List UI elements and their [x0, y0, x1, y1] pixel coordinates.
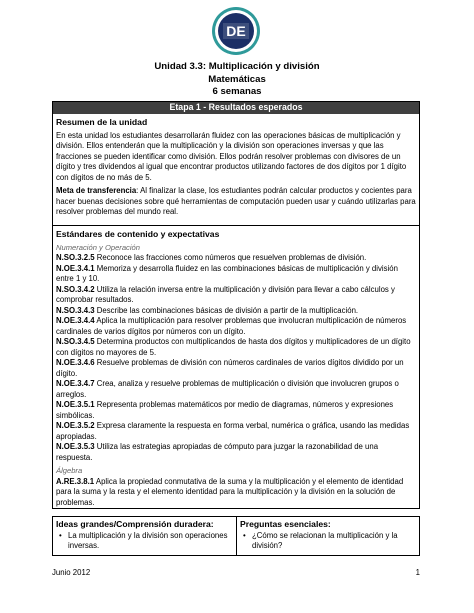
unit-title-block — [0, 61, 474, 99]
standards-heading: Estándares de contenido y expectativas — [56, 228, 220, 239]
standards-group-heading: Numeración y Operación — [56, 242, 140, 252]
standard-code: N.SO.3.2.5 — [56, 253, 95, 262]
standard-text: Representa problemas matemáticos por medio de diagramas, números y expresiones simbólicas. — [56, 400, 394, 420]
standard-code: N.SO.3.4.2 — [56, 284, 95, 294]
list-item — [240, 531, 416, 552]
standard-item — [56, 285, 416, 306]
transfer-goal — [56, 186, 416, 218]
questions-heading: Preguntas esenciales: — [240, 519, 331, 529]
standard-code: N.OE.3.4.6 — [56, 358, 95, 367]
summary-body: En esta unidad los estudiantes desarrollarán fluidez con las operaciones básicas de multiplicación y división. Ellos entenderán que la multiplicación y la división son operaciones inversas y que las fracciones se pueden identificar como división. Ellos podrán resolver problemas con divisores de un dígito y tres dividendos al igual que encontrar productos utilizando factores de dos dígitos por 1 dígito con dígitos de no más de 5. — [56, 130, 407, 182]
standard-text: Memoriza y desarrolla fluidez en las combinaciones básicas de multiplicación y división entre 1 y 10. — [56, 263, 398, 283]
big-ideas-heading: Ideas grandes/Comprensión duradera: — [56, 519, 214, 529]
standard-code: A.RE.3.8.1 — [56, 476, 95, 486]
standard-item — [56, 337, 416, 358]
ideas-questions-table — [52, 516, 420, 556]
big-idea-text: La multiplicación y la división son operaciones inversas. — [68, 531, 228, 551]
standard-code: N.OE.3.5.1 — [56, 400, 95, 409]
standard-text: Aplica la multiplicación para resolver problemas que involucran multiplicación de números cardinales de varios dígitos por números con un dígito. — [56, 316, 407, 336]
standards-group-heading: Álgebra — [56, 466, 83, 475]
standard-text: Utiliza las estrategias apropiadas de cómputo para juzgar la razonabilidad de una respuesta. — [56, 442, 379, 462]
bullet-icon: • — [243, 531, 246, 540]
standard-text: Utiliza la relación inversa entre la multiplicación y división para llevar a cabo cálculos y comprobar resultados. — [56, 284, 395, 304]
summary-heading: Resumen de la unidad — [56, 116, 148, 127]
standard-code: N.SO.3.4.5 — [56, 337, 95, 346]
standard-text: Describe las combinaciones básicas de división a partir de la multiplicación. — [94, 305, 359, 315]
standard-text: Aplica la propiedad conmutativa de la suma y la multiplicación y el elemento de identidad para la suma y la resta y el elemento identidad para la multiplicación y la división en la solución de problemas. — [56, 476, 404, 507]
footer-date: Junio 2012 — [52, 568, 91, 577]
standard-item — [56, 358, 416, 379]
question-text: ¿Cómo se relacionan la multiplicación y la división? — [252, 531, 398, 551]
standards-section — [53, 229, 419, 509]
standard-text: Expresa claramente la respuesta en forma verbal, numérica o gráfica, usando las medidas apropiadas. — [56, 421, 410, 441]
duration-title: 6 semanas — [212, 86, 262, 97]
summary-section — [53, 117, 419, 218]
standard-text: Resuelve problemas de división con números cardinales de varios dígitos dividido por un dígito. — [56, 358, 404, 378]
standard-code: N.OE.3.4.4 — [56, 316, 95, 325]
department-logo — [211, 6, 261, 56]
bullet-icon: • — [59, 531, 62, 540]
section-divider — [53, 225, 419, 226]
standard-text: Determina productos con multiplicandos de hasta dos dígitos y multiplicadores de un dígito con dígitos no mayores de 5. — [56, 337, 411, 357]
standard-item — [56, 442, 416, 463]
unit-title: Unidad 3.3: Multiplicación y división — [154, 61, 320, 72]
transfer-label: Meta de transferencia — [56, 186, 137, 195]
standard-item — [56, 421, 416, 442]
standard-item — [56, 379, 416, 400]
list-item — [56, 531, 233, 552]
standard-code: N.OE.3.5.2 — [56, 421, 95, 430]
standard-code: N.SO.3.4.3 — [56, 305, 95, 315]
standard-item — [56, 253, 416, 264]
standard-code: N.OE.3.5.3 — [56, 442, 95, 451]
transfer-text: : Al finalizar la clase, los estudiantes podrán calcular productos y cocientes para hacer buenas decisiones sobre qué herramientas de computación pueden usar y cuándo utilizarlas para resolver problemas del mundo real. — [56, 186, 416, 216]
questions-column — [236, 517, 419, 555]
logo-lettering: DE — [226, 23, 246, 39]
stage-header: Etapa 1 - Resultados esperados — [53, 102, 419, 114]
standard-item — [56, 400, 416, 421]
standard-code: N.OE.3.4.1 — [56, 263, 95, 273]
stage-1-box — [52, 101, 420, 509]
standard-item — [56, 264, 416, 285]
page-footer — [52, 568, 420, 577]
standard-item — [56, 316, 416, 337]
standard-item — [56, 477, 416, 509]
standard-code: N.OE.3.4.7 — [56, 379, 95, 388]
big-ideas-column — [53, 517, 236, 555]
standard-text: Reconoce las fracciones como números que resuelven problemas de división. — [94, 253, 367, 262]
page-number: 1 — [415, 568, 420, 577]
subject-title: Matemáticas — [208, 73, 266, 85]
standard-item — [56, 306, 416, 317]
standard-text: Crea, analiza y resuelve problemas de multiplicación o división que involucren grupos o arreglos. — [56, 379, 399, 399]
